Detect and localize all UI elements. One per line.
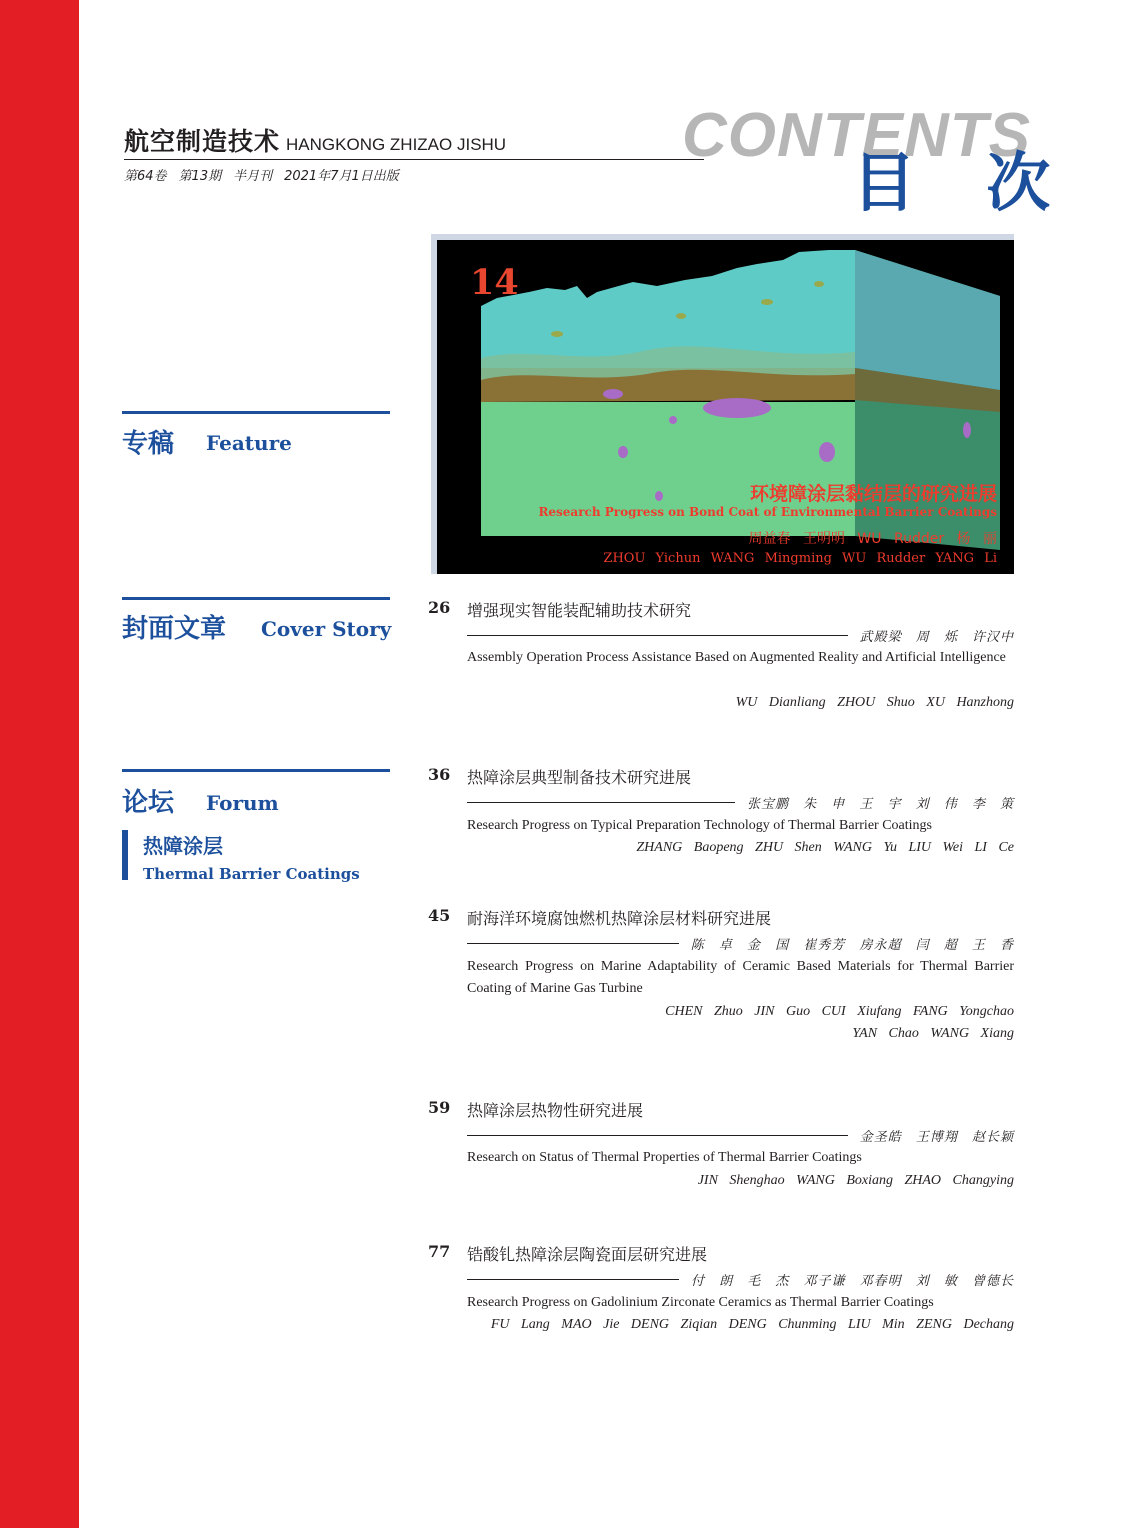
- toc-title-cn: 耐海洋环境腐蚀燃机热障涂层材料研究进展: [467, 909, 772, 928]
- toc-title-en: Research Progress on Marine Adaptability of Ceramic Based Materials for Thermal Barrier Coating of Marine Gas Turbine: [467, 959, 1014, 996]
- toc-authors-en-line2: YAN Chao WANG Xiang: [852, 1026, 1014, 1041]
- toc-rule: [467, 635, 848, 636]
- cover-story-section-en: Cover Story: [261, 617, 392, 641]
- cover-story-section-cn: 封面文章: [122, 614, 227, 644]
- toc-authors-en: CHEN Zhuo JIN Guo CUI Xiufang FANG Yongchao: [665, 1004, 1014, 1019]
- contents-heading-cn: 目 次: [852, 147, 1075, 221]
- toc-entry[interactable]: [428, 765, 1014, 865]
- toc-authors-cn: 张宝鹏 朱 申 王 宇 刘 伟 李 策: [746, 796, 1014, 812]
- toc-authors-en: JIN Shenghao WANG Boxiang ZHAO Changying: [697, 1173, 1014, 1188]
- toc-title-cn: 热障涂层典型制备技术研究进展: [467, 768, 692, 787]
- journal-name: [124, 122, 506, 158]
- toc-entry[interactable]: [428, 598, 1014, 718]
- forum-section-rule: [122, 769, 390, 772]
- toc-rule: [467, 943, 679, 944]
- toc-author-line: [467, 933, 1014, 953]
- toc-title-en: Research Progress on Typical Preparation Technology of Thermal Barrier Coatings: [467, 818, 932, 833]
- toc-title-cn: 锆酸钆热障涂层陶瓷面层研究进展: [467, 1245, 708, 1264]
- toc-title-en: Assembly Operation Process Assistance Based on Augmented Reality and Artificial Intelligence: [467, 650, 1006, 665]
- toc-page-number: 26: [428, 598, 451, 617]
- red-side-band: [0, 0, 79, 1528]
- cover-title-cn: 环境障涂层黏结层的研究进展: [749, 483, 997, 505]
- cover-story-section-rule: [122, 597, 390, 600]
- toc-rule: [467, 1279, 679, 1280]
- contents-heading-en: CONTENTS: [682, 101, 1031, 170]
- toc-authors-cn: 陈 卓 金 国 崔秀芳 房永超 闫 超 王 香: [690, 937, 1014, 953]
- toc-entry[interactable]: [428, 906, 1014, 1046]
- toc-page-number: 45: [428, 906, 451, 925]
- toc-author-line: [467, 1269, 1014, 1289]
- toc-title-cn: 增强现实智能装配辅助技术研究: [467, 601, 692, 620]
- toc-authors-cn: 武殿梁 周 烁 许汉中: [859, 629, 1014, 645]
- publish-date: 2021年7月1日出版: [284, 169, 399, 184]
- cover-page-number: 14: [470, 262, 519, 303]
- coating-microstructure-illustration: [437, 240, 1014, 574]
- feature-section-rule: [122, 411, 390, 414]
- toc-entry[interactable]: [428, 1098, 1014, 1198]
- cover-authors-cn: 周益春 王明明 WU Rudder 杨 丽: [748, 531, 997, 547]
- cover-image: [437, 240, 1014, 574]
- toc-authors-en: FU Lang MAO Jie DENG Ziqian DENG Chunming LIU Min ZENG Dechang: [490, 1317, 1014, 1332]
- toc-authors-cn: 金圣皓 王博翔 赵长颖: [859, 1129, 1014, 1145]
- toc-title-en: Research on Status of Thermal Properties of Thermal Barrier Coatings: [467, 1150, 862, 1165]
- frequency: 半月刊: [233, 169, 273, 184]
- toc-rule: [467, 802, 735, 803]
- toc-title-en: Research Progress on Gadolinium Zirconate Ceramics as Thermal Barrier Coatings: [467, 1295, 934, 1310]
- toc-page-number: 77: [428, 1242, 451, 1261]
- cover-authors-en: ZHOU Yichun WANG Mingming WU Rudder YANG Li: [603, 551, 997, 566]
- journal-name-cn: 航空制造技术: [124, 127, 281, 156]
- toc-title-cn: 热障涂层热物性研究进展: [467, 1101, 644, 1120]
- forum-subsection-bar: [122, 830, 128, 880]
- toc-rule: [467, 1135, 848, 1136]
- issue-info: [124, 165, 411, 184]
- feature-section-cn: 专稿: [122, 429, 175, 459]
- toc-page-number: 36: [428, 765, 451, 784]
- toc-entry[interactable]: [428, 1242, 1014, 1342]
- forum-subsection-en: Thermal Barrier Coatings: [143, 865, 360, 883]
- journal-name-en: HANGKONG ZHIZAO JISHU: [286, 135, 507, 154]
- cover-article[interactable]: [431, 234, 1014, 574]
- toc-authors-cn: 付 朗 毛 杰 邓子谦 邓春明 刘 敏 曾德长: [690, 1273, 1014, 1289]
- volume: 第64卷: [124, 169, 167, 184]
- forum-subsection-cn: 热障涂层: [143, 834, 223, 858]
- toc-authors-en: WU Dianliang ZHOU Shuo XU Hanzhong: [735, 695, 1014, 710]
- toc-author-line: [467, 1125, 1014, 1145]
- toc-author-line: [467, 625, 1014, 645]
- toc-page-number: 59: [428, 1098, 451, 1117]
- issue-number: 第13期: [178, 169, 222, 184]
- toc-author-line: [467, 792, 1014, 812]
- forum-section-cn: 论坛: [122, 788, 175, 818]
- cover-title-en: Research Progress on Bond Coat of Environmental Barrier Coatings: [538, 505, 997, 519]
- feature-section-en: Feature: [206, 431, 292, 455]
- header-rule: [124, 159, 704, 160]
- forum-section-en: Forum: [206, 791, 279, 815]
- toc-authors-en: ZHANG Baopeng ZHU Shen WANG Yu LIU Wei LI Ce: [636, 840, 1014, 855]
